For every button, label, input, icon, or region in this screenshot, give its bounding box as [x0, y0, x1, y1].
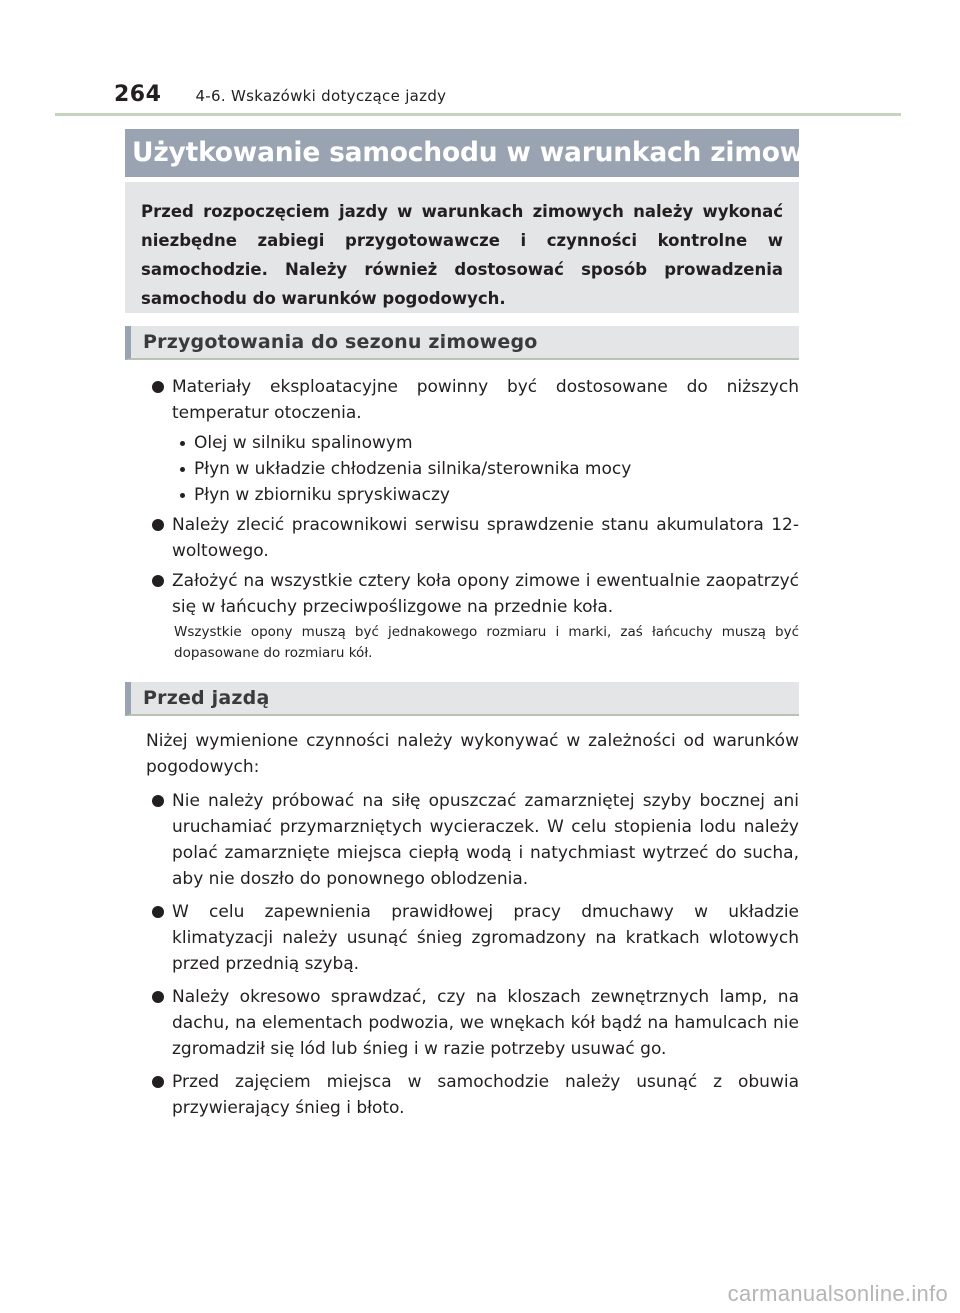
- tire-note: Wszystkie opony muszą być jednakowego rozmiaru i marki, zaś łańcuchy muszą być dopasowane do rozmiaru kół.: [174, 624, 799, 661]
- list-item-text: Materiały eksploatacyjne powinny być dostosowane do niższych temperatur otoczenia.: [172, 377, 799, 423]
- section-intro-text: Niżej wymienione czynności należy wykonywać w zależności od warunków pogodowych:: [146, 731, 799, 777]
- sub-list-item: [172, 430, 799, 456]
- list-item: [146, 899, 799, 977]
- list-item-text: Należy okresowo sprawdzać, czy na kloszach zewnętrznych lamp, na dachu, na elementach podwozia, we wnękach kół bądź na hamulcach nie zgromadził się lód lub śnieg i w razie potrzeby usuwać go.: [172, 987, 799, 1059]
- bullet-icon: [152, 906, 164, 918]
- sub-bullet-icon: [180, 493, 185, 498]
- list-item-text: Przed zajęciem miejsca w samochodzie należy usunąć z obuwia przywierający śnieg i błoto.: [172, 1072, 799, 1118]
- sub-list-item: [172, 456, 799, 482]
- intro-text: Przed rozpoczęciem jazdy w warunkach zimowych należy wykonać niezbędne zabiegi przygotowawcze i czynności kontrolne w samochodzie. Należy również dostosować sposób prowadzenia samochodu do warunków pogodowych.: [141, 202, 783, 308]
- list-item: [146, 512, 799, 564]
- bullet-icon: [152, 575, 164, 587]
- bullet-icon: [152, 795, 164, 807]
- sub-list-item-text: Olej w silniku spalinowym: [194, 433, 413, 453]
- bullet-icon: [152, 519, 164, 531]
- watermark: carmanualsonline.info: [727, 1281, 948, 1306]
- sub-list-item: [172, 482, 799, 508]
- sub-bullet-icon: [180, 441, 185, 446]
- bullet-icon: [152, 381, 164, 393]
- section-heading-winter-prep: Przygotowania do sezonu zimowego: [125, 326, 799, 360]
- fluid-sublist: [146, 430, 799, 508]
- section-before-driving-content: [146, 728, 799, 1128]
- bullet-icon: [152, 1076, 164, 1088]
- page-header: [114, 82, 446, 107]
- sub-list-item-text: Płyn w układzie chłodzenia silnika/sterownika mocy: [194, 459, 632, 479]
- bullet-icon: [152, 991, 164, 1003]
- list-item: [146, 374, 799, 426]
- list-item: [146, 788, 799, 892]
- page-title: Użytkowanie samochodu w warunkach zimowych: [132, 137, 856, 168]
- page-number: 264: [114, 82, 162, 107]
- list-item: [146, 984, 799, 1062]
- list-item-text: Nie należy próbować na siłę opuszczać zamarzniętej szyby bocznej ani uruchamiać przymarzniętych wycieraczek. W celu stopienia lodu należy polać zamarznięte miejsca ciepłą wodą i natychmiast wytrzeć do sucha, aby nie doszło do ponownego oblodzenia.: [172, 791, 799, 889]
- title-bar: [125, 129, 856, 177]
- intro-box: [125, 182, 799, 313]
- list-item-text: Należy zlecić pracownikowi serwisu sprawdzenie stanu akumulatora 12-woltowego.: [172, 515, 799, 561]
- list-item-text: Założyć na wszystkie cztery koła opony zimowe i ewentualnie zaopatrzyć się w łańcuchy przeciwpoślizgowe na przednie koła.: [172, 571, 799, 617]
- section-heading-before-driving: Przed jazdą: [125, 682, 799, 716]
- header-divider: [55, 113, 901, 116]
- sub-bullet-icon: [180, 467, 185, 472]
- sub-list-item-text: Płyn w zbiorniku spryskiwaczy: [194, 485, 450, 505]
- list-item: [146, 1069, 799, 1121]
- section-reference: 4-6. Wskazówki dotyczące jazdy: [195, 87, 447, 105]
- list-item: [146, 568, 799, 620]
- list-item-text: W celu zapewnienia prawidłowej pracy dmuchawy w układzie klimatyzacji należy usunąć śnieg zgromadzony na kratkach wlotowych przed przednią szybą.: [172, 902, 799, 974]
- section-winter-prep-content: [146, 374, 799, 664]
